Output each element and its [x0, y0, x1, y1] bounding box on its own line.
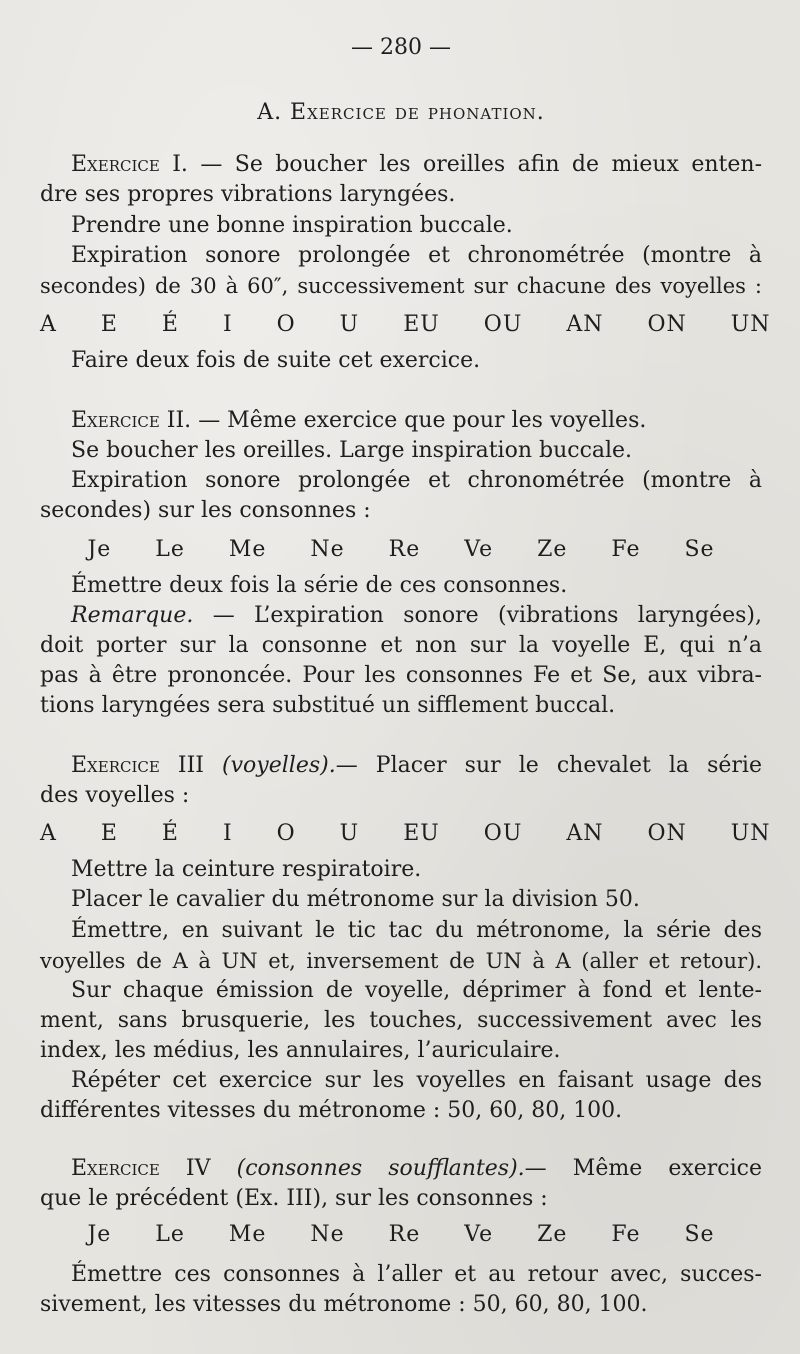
- remark-line-3: pas à être prononcée. Pour les consonnes Fe et Se, aux vibra-: [40, 663, 762, 688]
- exercise-1-closing: Faire deux fois de suite cet exercice.: [71, 348, 481, 373]
- remark-label: Remarque.: [71, 603, 194, 628]
- section-title: A. Exercice de phonation.: [257, 100, 545, 125]
- exercise-3-body-1: Mettre la ceinture respiratoire.: [71, 857, 422, 882]
- exercise-3-body-6: ment, sans brusquerie, les touches, successivement avec les: [40, 1008, 762, 1033]
- exercise-2-consonants: Je Le Me Ne Re Ve Ze Fe Se: [87, 537, 715, 562]
- exercise-2-line-2: Se boucher les oreilles. Large inspiration buccale.: [71, 438, 633, 463]
- exercise-4-line-2: que le précédent (Ex. III), sur les consonnes :: [40, 1186, 548, 1211]
- exercise-2-line-4: secondes) sur les consonnes :: [40, 498, 371, 523]
- exercise-1-vowels: A E É I O U EU OU AN ON UN: [40, 312, 771, 337]
- exercise-4-subtitle: (consonnes soufflantes).: [236, 1156, 525, 1181]
- exercise-2-heading: Exercice II.: [71, 408, 192, 433]
- exercise-4-body-1: Émettre ces consonnes à l’aller et au retour avec, succes-: [71, 1262, 762, 1287]
- exercise-3-heading: Exercice III: [71, 753, 204, 778]
- exercise-2-line-3: Expiration sonore prolongée et chronométrée (montre à: [71, 468, 762, 493]
- exercise-1-line-1: [71, 150, 762, 180]
- remark-line-2: doit porter sur la consonne et non sur la voyelle E, qui n’a: [40, 633, 762, 658]
- exercise-4-consonants: Je Le Me Ne Re Ve Ze Fe Se: [87, 1222, 715, 1247]
- exercise-1-text: — Se boucher les oreilles afin de mieux enten-: [200, 152, 763, 177]
- exercise-2-text: — Même exercice que pour les voyelles.: [198, 408, 647, 433]
- exercise-3-body-7: index, les médius, les annulaires, l’auriculaire.: [40, 1038, 561, 1063]
- exercise-2-line-1: [71, 406, 762, 436]
- exercise-1-line-3: Prendre une bonne inspiration buccale.: [71, 213, 513, 238]
- exercise-4-heading: Exercice IV: [71, 1156, 211, 1181]
- exercise-4-line-1: [71, 1154, 762, 1184]
- exercise-3-body-2: Placer le cavalier du métronome sur la division 50.: [71, 887, 640, 912]
- exercise-3-body-9: différentes vitesses du métronome : 50, 60, 80, 100.: [40, 1098, 623, 1123]
- remark-line-1: [71, 601, 762, 631]
- exercise-2-after: Émettre deux fois la série de ces consonnes.: [71, 573, 568, 598]
- page-number: — 280 —: [351, 35, 451, 60]
- remark-line-4: tions laryngées sera substitué un sifflement buccal.: [40, 693, 616, 718]
- exercise-3-line-1: [71, 751, 762, 781]
- exercise-1-line-2: dre ses propres vibrations laryngées.: [40, 182, 456, 207]
- exercise-3-vowels: A E É I O U EU OU AN ON UN: [40, 821, 771, 846]
- exercise-4-body-2: sivement, les vitesses du métronome : 50, 60, 80, 100.: [40, 1292, 648, 1317]
- exercise-1-heading: Exercice I.: [71, 152, 188, 177]
- exercise-3-body-4: voyelles de A à UN et, inversement de UN à A (aller et retour).: [40, 949, 762, 973]
- exercise-3-body-8: Répéter cet exercice sur les voyelles en faisant usage des: [71, 1068, 762, 1093]
- exercise-3-body-5: Sur chaque émission de voyelle, déprimer à fond et lente-: [71, 978, 762, 1003]
- exercise-4-text: — Même exercice: [524, 1156, 762, 1181]
- remark-text: — L’expiration sonore (vibrations laryngées),: [212, 603, 762, 628]
- exercise-3-body-3: Émettre, en suivant le tic tac du métronome, la série des: [71, 918, 762, 943]
- exercise-3-subtitle: (voyelles).: [222, 753, 336, 778]
- exercise-1-line-4: Expiration sonore prolongée et chronométrée (montre à: [71, 243, 762, 268]
- exercise-3-line-2: des voyelles :: [40, 783, 190, 808]
- exercise-3-text: — Placer sur le chevalet la série: [335, 753, 762, 778]
- exercise-1-line-5: secondes) de 30 à 60″, successivement sur chacune des voyelles :: [40, 274, 762, 298]
